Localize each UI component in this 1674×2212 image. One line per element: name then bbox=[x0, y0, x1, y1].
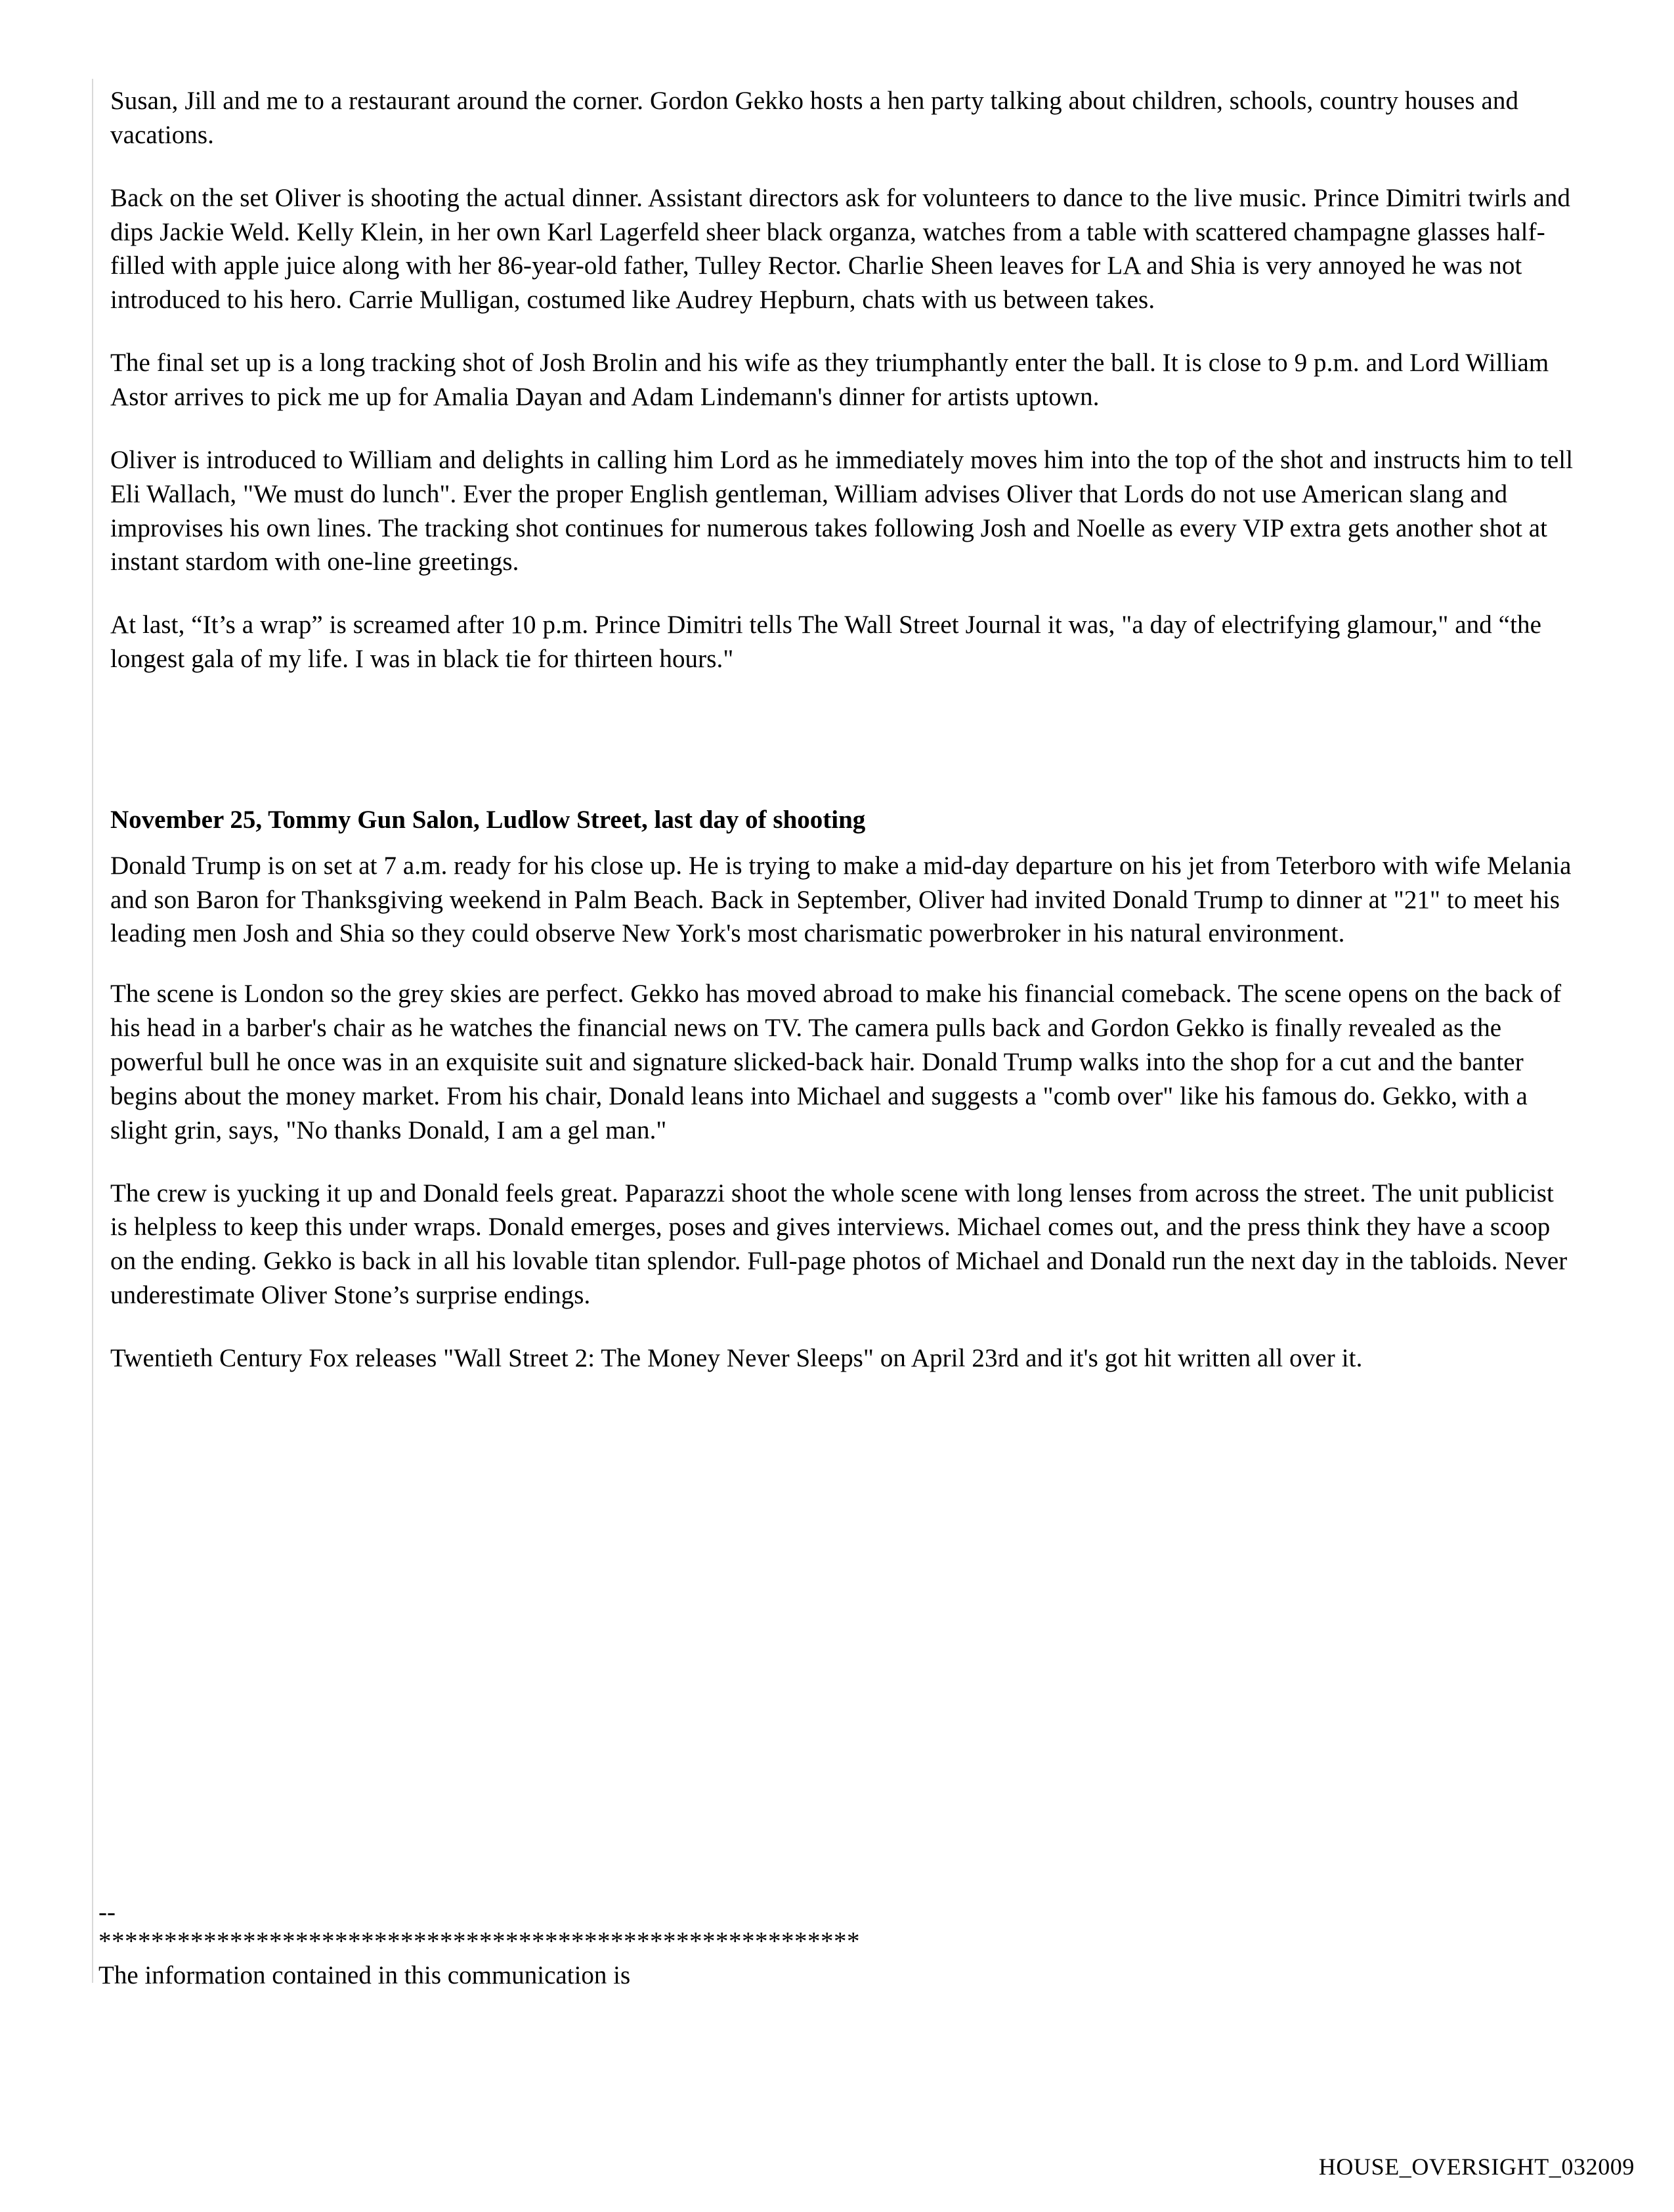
paragraph: Donald Trump is on set at 7 a.m. ready for his close up. He is trying to make a mid-day departure on his jet from Teterboro with wife Melania and son Baron for Thanksgiving weekend in Palm Beach. Back in September, Oliver had invited Donald Trump to dinner at "21" to meet his leading men Josh and Shia so they could observe New York's most charismatic powerbroker in his natural environment. bbox=[110, 851, 1572, 948]
bates-number: HOUSE_OVERSIGHT_032009 bbox=[1318, 2154, 1635, 2180]
section-heading: November 25, Tommy Gun Salon, Ludlow Street, last day of shooting bbox=[110, 806, 866, 835]
paragraph: The scene is London so the grey skies are perfect. Gekko has moved abroad to make his financial comeback. The scene opens on the back of his head in a barber's chair as he watches the financial news on TV. The camera pulls back and Gordon Gekko is finally revealed as the powerful bull he once was in an exquisite suit and signature slicked-back hair. Donald Trump walks into the shop for a cut and the banter begins about the money market. From his chair, Donald leans into Michael and suggests a "comb over" like his famous do. Gekko, with a slight grin, says, "No thanks Donald, I am a gel man." bbox=[110, 980, 1562, 1144]
paragraph: The crew is yucking it up and Donald feels great. Paparazzi shoot the whole scene with long lenses from across the street. The unit publicist is helpless to keep this under wraps. Donald emerges, poses and gives interviews. Michael comes out, and the press think they have a scoop on the ending. Gekko is back in all his lovable titan splendor. Full-page photos of Michael and Donald run the next day in the tabloids. Never underestimate Oliver Stone’s surprise endings. bbox=[110, 1179, 1568, 1310]
email-footer bbox=[98, 1898, 1576, 1992]
footer-separator-asterisks: ********************************************************** bbox=[98, 1926, 860, 1955]
footer-separator-dashes: -- bbox=[98, 1898, 116, 1926]
footer-disclaimer: The information contained in this communication is bbox=[98, 1961, 631, 1989]
document-body bbox=[110, 84, 1574, 1404]
paragraph: The final set up is a long tracking shot of Josh Brolin and his wife as they triumphantly enter the ball. It is close to 9 p.m. and Lord William Astor arrives to pick me up for Amalia Dayan and Adam Lindemann's dinner for artists uptown. bbox=[110, 349, 1549, 412]
paragraph: At last, “It’s a wrap” is screamed after 10 p.m. Prince Dimitri tells The Wall Street Journal it was, "a day of electrifying glamour," and “the longest gala of my life. I was in black tie for thirteen hours." bbox=[110, 611, 1542, 674]
paragraph: Back on the set Oliver is shooting the actual dinner. Assistant directors ask for volunteers to dance to the live music. Prince Dimitri twirls and dips Jackie Weld. Kelly Klein, in her own Karl Lagerfeld sheer black organza, watches from a table with scattered champagne glasses half-filled with apple juice along with her 86-year-old father, Tulley Rector. Charlie Sheen leaves for LA and Shia is very annoyed he was not introduced to his hero. Carrie Mulligan, costumed like Audrey Hepburn, chats with us between takes. bbox=[110, 183, 1571, 314]
paragraph: Oliver is introduced to William and delights in calling him Lord as he immediately moves him into the top of the shot and instructs him to tell Eli Wallach, "We must do lunch". Ever the proper English gentleman, William advises Oliver that Lords do not use American slang and improvises his own lines. The tracking shot continues for numerous takes following Josh and Noelle as every VIP extra gets another shot at instant stardom with one-line greetings. bbox=[110, 445, 1574, 576]
paragraph: Susan, Jill and me to a restaurant around the corner. Gordon Gekko hosts a hen party talking about children, schools, country houses and vacations. bbox=[110, 87, 1519, 149]
paragraph: Twentieth Century Fox releases "Wall Street 2: The Money Never Sleeps" on April 23rd and it's got hit written all over it. bbox=[110, 1344, 1363, 1373]
left-margin-rule bbox=[92, 79, 93, 1983]
section-spacer bbox=[110, 705, 1574, 804]
